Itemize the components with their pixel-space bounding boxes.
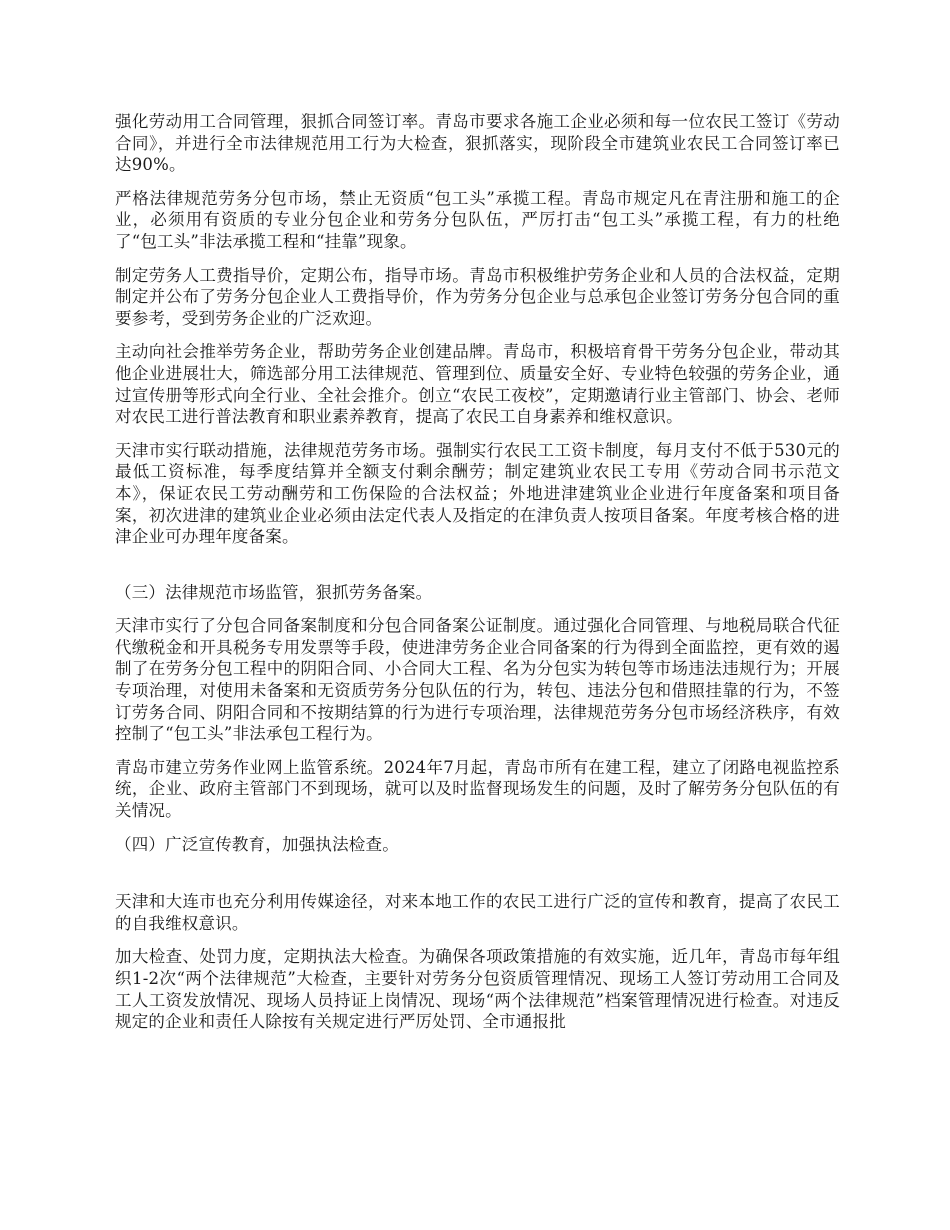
paragraph-online-monitoring: 青岛市建立劳务作业网上监管系统。2024年7月起，青岛市所有在建工程，建立了闭路电视监控系统，企业、政府主管部门不到现场，就可以及时监督现场发生的问题，及时了解劳务分包队伍的有关情况。 bbox=[115, 757, 840, 821]
section-spacer bbox=[115, 560, 840, 582]
paragraph-tianjin-measures: 天津市实行联动措施，法律规范劳务市场。强制实行农民工工资卡制度，每月支付不低于530元的最低工资标准，每季度结算并全额支付剩余酬劳；制定建筑业农民工专用《劳动合同书示范文本》，保证农民工劳动酬劳和工伤保险的合法权益；外地进津建筑业企业进行年度备案和项目备案，初次进津的建筑业企业必须由法定代表人及指定的在津负责人按项目备案。年度考核合格的进津企业可办理年度备案。 bbox=[115, 440, 840, 547]
paragraph-subcontract-market: 严格法律规范劳务分包市场，禁止无资质“包工头”承揽工程。青岛市规定凡在青注册和施工的企业，必须用有资质的专业分包企业和劳务分包队伍，严厉打击“包工头”承揽工程，有力的杜绝了“包工头”非法承揽工程和“挂靠”现象。 bbox=[115, 188, 840, 251]
paragraph-labor-cost-guide: 制定劳务人工费指导价，定期公布，指导市场。青岛市积极维护劳务企业和人员的合法权益，定期制定并公布了劳务分包企业人工费指导价，作为劳务分包企业与总承包企业签订劳务分包合同的重要参考，受到劳务企业的广泛欢迎。 bbox=[115, 265, 840, 328]
paragraph-media-education: 天津和大连市也充分利用传媒途径，对来本地工作的农民工进行广泛的宣传和教育，提高了农民工的自我维权意识。 bbox=[115, 892, 840, 933]
document-body bbox=[115, 111, 840, 1045]
paragraph-labor-contract: 强化劳动用工合同管理，狠抓合同签订率。青岛市要求各施工企业必须和每一位农民工签订《劳动合同》，并进行全市法律规范用工行为大检查，狠抓落实，现阶段全市建筑业农民工合同签订率已达90%。 bbox=[115, 112, 840, 175]
section-spacer bbox=[115, 867, 840, 891]
paragraph-inspection: 加大检查、处罚力度，定期执法大检查。为确保各项政策措施的有效实施，近几年，青岛市每年组织1-2次“两个法律规范”大检查，主要针对劳务分包资质管理情况、现场工人签订劳动用工合同及工人工资发放情况、现场人员持证上岗情况、现场“两个法律规范”档案管理情况进行检查。对违反规定的企业和责任人除按有关规定进行严厉处罚、全市通报批 bbox=[115, 947, 840, 1032]
section-heading-3: （三）法律规范市场监管，狠抓劳务备案。 bbox=[115, 582, 433, 602]
section-heading-4: （四）广泛宣传教育，加强执法检查。 bbox=[115, 834, 399, 854]
paragraph-brand-building: 主动向社会推举劳务企业，帮助劳务企业创建品牌。青岛市，积极培育骨干劳务分包企业，带动其他企业进展壮大，筛选部分用工法律规范、管理到位、质量安全好、专业特色较强的劳务企业，通过宣传册等形式向全行业、全社会推介。创立“农民工夜校”，定期邀请行业主管部门、协会、老师对农民工进行普法教育和职业素养教育，提高了农民工自身素养和维权意识。 bbox=[115, 342, 840, 427]
paragraph-contract-filing: 天津市实行了分包合同备案制度和分包合同备案公证制度。通过强化合同管理、与地税局联合代征代缴税金和开具税务专用发票等手段，使进津劳务企业合同备案的行为得到全面监控，更有效的遏制了在劳务分包工程中的阴阳合同、小合同大工程、名为分包实为转包等市场违法违规行为；开展专项治理，对使用未备案和无资质劳务分包队伍的行为，转包、违法分包和借照挂靠的行为，不签订劳务合同、阴阳合同和不按期结算的行为进行专项治理，法律规范劳务分包市场经济秩序，有效控制了“包工头”非法承包工程行为。 bbox=[115, 616, 840, 744]
